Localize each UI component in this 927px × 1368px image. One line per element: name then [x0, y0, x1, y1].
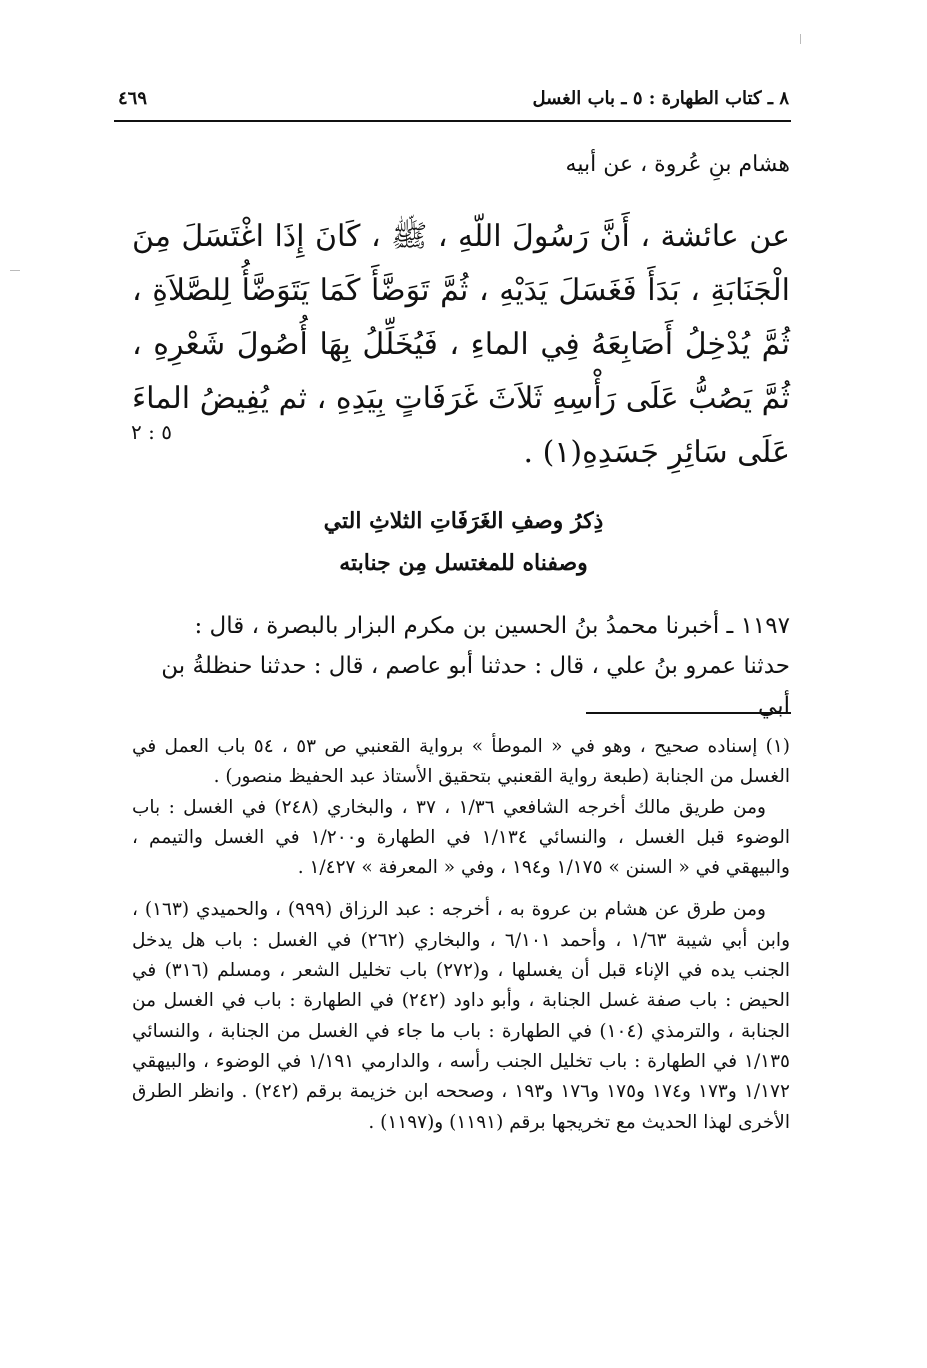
body-line-1: ١١٩٧ ـ أخبرنا محمدُ بنُ الحسين بن مكرم البزار بالبصرة ، قال : [194, 613, 790, 639]
hadith-reference: ٥ : ٢ [131, 420, 172, 444]
footnote-separator [586, 712, 791, 714]
page-number: ٤٦٩ [118, 88, 148, 109]
footnote-1: (١) إسناده صحيح ، وهو في « الموطأ » برواية القعنبي ص ٥٣ ، ٥٤ باب العمل في الغسل من الجنابة (طبعة رواية القعنبي بتحقيق الأستاذ عبد الحفيظ منصور) . [132, 736, 791, 788]
header-rule [114, 120, 791, 122]
running-title: ٨ ـ كتاب الطهارة : ٥ ـ باب الغسل [532, 88, 789, 109]
narrator-line: هشام بنِ عُروة ، عن أبيه [565, 152, 790, 177]
scan-mark [800, 34, 801, 44]
hadith-text [132, 210, 790, 480]
page-header [118, 84, 789, 120]
section-title-line-1: ذِكرُ وصفِ الغَرَفَاتِ الثلاثِ التي [323, 508, 604, 534]
footnotes [132, 732, 790, 1138]
scan-mark [10, 270, 20, 271]
footnote-paragraph-2: ومن طريق مالك أخرجه الشافعي ١/٣٦ ، ٣٧ ، والبخاري (٢٤٨) في الغسل : باب الوضوء قبل الغسل ، والنسائي ١/١٣٤ في الطهارة و١/٢٠٠ في الغسل والتيمم ، والبيهقي في « السنن » ١/١٧٥ و١٩٤ ، وفي « المعرفة » ١/٤٢٧ . [132, 796, 790, 879]
footnote-paragraph-3: ومن طرق عن هشام بن عروة به ، أخرجه : عبد الرزاق (٩٩٩) ، والحميدي (١٦٣) ، وابن أبي شيبة ١/٦٣ ، وأحمد ٦/١٠١ ، والبخاري (٢٦٢) في الغسل : باب هل يدخل الجنب يده في الإناء قبل أن يغسلها ، و(٢٧٢) باب تخليل الشعر ، ومسلم (٣١٦) في الحيض : باب صفة غسل الجنابة ، وأبو داود (٢٤٢) في الطهارة : باب في الغسل من الجنابة ، والترمذي (١٠٤) في الطهارة : باب ما جاء في الغسل من الجنابة ، والنسائي ١/١٣٥ في الطهارة : باب تخليل الجنب رأسه ، والدارمي ١/١٩١ في الوضوء ، والبيهقي ١/١٧٢ و١٧٣ و١٧٤ و١٧٥ و١٧٦ و١٩٣ ، وصححه ابن خزيمة برقم (٢٤٢) . وانظر الطرق الأخرى لهذا الحديث مع تخريجها برقم (١١٩١) و(١١٩٧) . [132, 899, 790, 1133]
body-line-2: حدثنا عمرو بنُ علي ، قال : حدثنا أبو عاصم ، قال : حدثنا حنظلةُ بن أبي [161, 653, 790, 719]
hadith-body: عن عائشة ، أَنَّ رَسُولَ اللّهِ ، ﷺ ، كَانَ إِذَا اغْتَسَلَ مِنَ الْجَنَابَةِ ، بَدَأَ فَغَسَلَ يَدَيْهِ ، ثُمَّ تَوَضَّأَ كَمَا يَتَوَضَّأُ لِلصَّلاَةِ ، ثُمَّ يُدْخِلُ أَصَابِعَهُ فِي الماءِ ، فَيُخَلِّلُ بِهَا أُصُولَ شَعْرِهِ ، ثُمَّ يَصُبُّ عَلَى رَأْسِهِ ثَلاَثَ غَرَفَاتٍ بِيَدِهِ ، ثم يُفِيضُ الماءَ عَلَى سَائِرِ جَسَدِهِ(١) . [132, 219, 790, 470]
section-title-line-2: وصفناه للمغتسل مِن جنابته [339, 550, 588, 576]
